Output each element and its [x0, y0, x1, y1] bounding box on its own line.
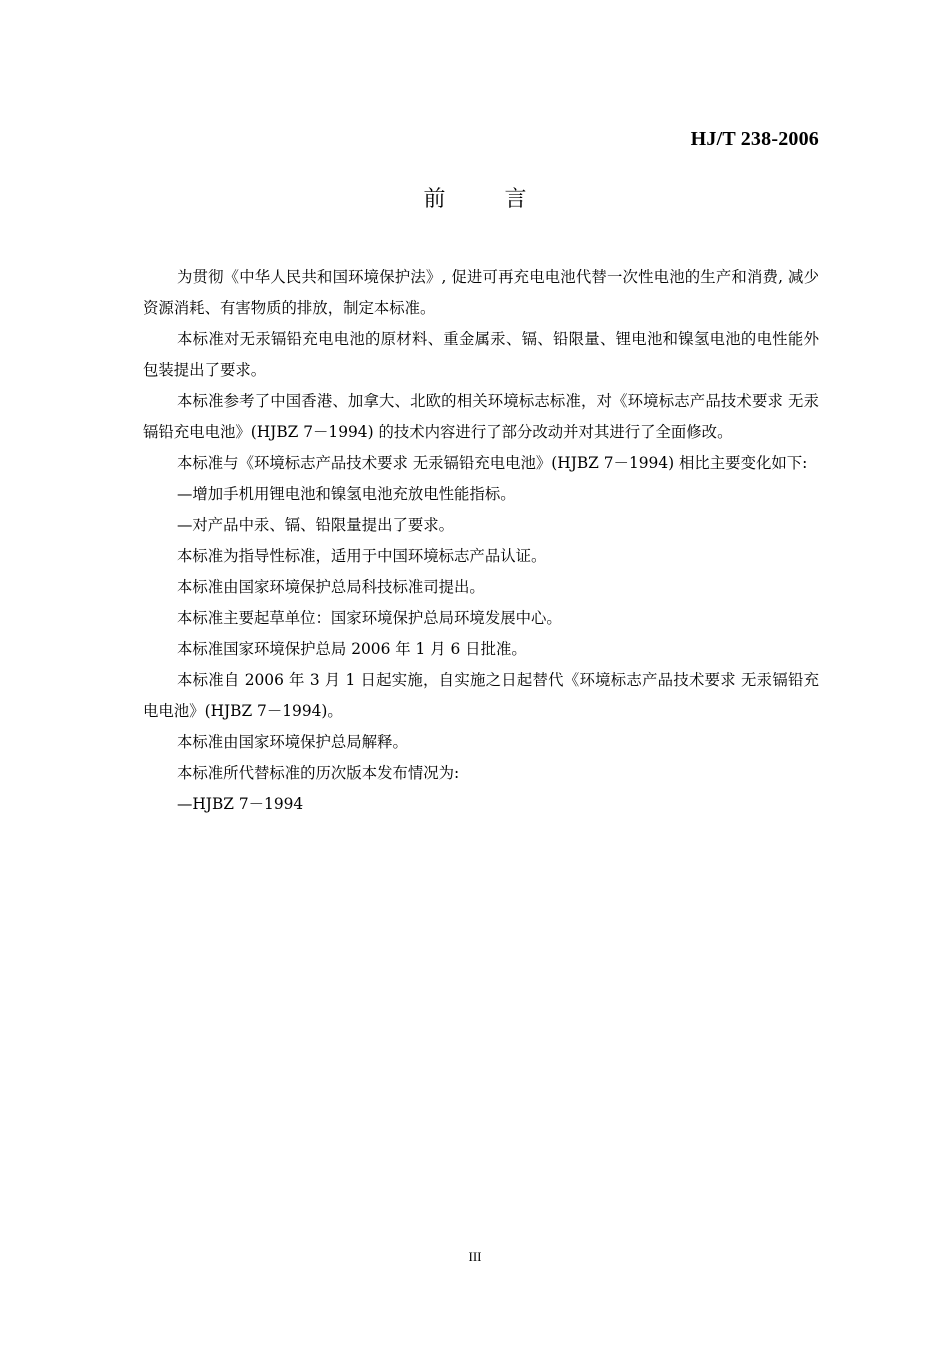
paragraph-approval: 本标准国家环境保护总局 2006 年 1 月 6 日批准。	[177, 640, 527, 658]
paragraph-scope: 本标准对无汞镉铅充电电池的原材料、重金属汞、镉、铅限量、锂电池和镍氢电池的电性能外包装提出了要求。	[143, 330, 819, 379]
standard-code: HJ/T 238-2006	[690, 128, 819, 150]
page-number: III	[468, 1249, 482, 1264]
paragraph-history-intro: 本标准所代替标准的历次版本发布情况为:	[177, 764, 460, 782]
paragraph-implementation: 本标准自 2006 年 3 月 1 日起实施，自实施之日起替代《环境标志产品技术要求 无汞镉铅充电电池》(HJBZ 7－1994)。	[143, 671, 819, 720]
paragraph-interpretation: 本标准由国家环境保护总局解释。	[177, 733, 408, 751]
paragraph-drafter: 本标准主要起草单位：国家环境保护总局环境发展中心。	[177, 609, 562, 627]
paragraph-purpose: 为贯彻《中华人民共和国环境保护法》, 促进可再充电电池代替一次性电池的生产和消费, 减少资源消耗、有害物质的排放，制定本标准。	[143, 268, 819, 317]
foreword-body	[143, 262, 819, 820]
paragraph-references: 本标准参考了中国香港、加拿大、北欧的相关环境标志标准，对《环境标志产品技术要求 无汞镉铅充电电池》(HJBZ 7－1994) 的技术内容进行了部分改动并对其进行了全面修改。	[143, 392, 819, 441]
page-title: 前 言	[423, 187, 553, 212]
paragraph-guidance: 本标准为指导性标准，适用于中国环境标志产品认证。	[177, 547, 547, 565]
list-item-history-1: —HJBZ 7－1994	[177, 795, 304, 813]
paragraph-proposer: 本标准由国家环境保护总局科技标准司提出。	[177, 578, 485, 596]
list-item-change-2: —对产品中汞、镉、铅限量提出了要求。	[177, 516, 455, 534]
list-item-change-1: —增加手机用锂电池和镍氢电池充放电性能指标。	[177, 485, 516, 503]
paragraph-changes-intro: 本标准与《环境标志产品技术要求 无汞镉铅充电电池》(HJBZ 7－1994) 相比主要变化如下:	[177, 454, 808, 472]
